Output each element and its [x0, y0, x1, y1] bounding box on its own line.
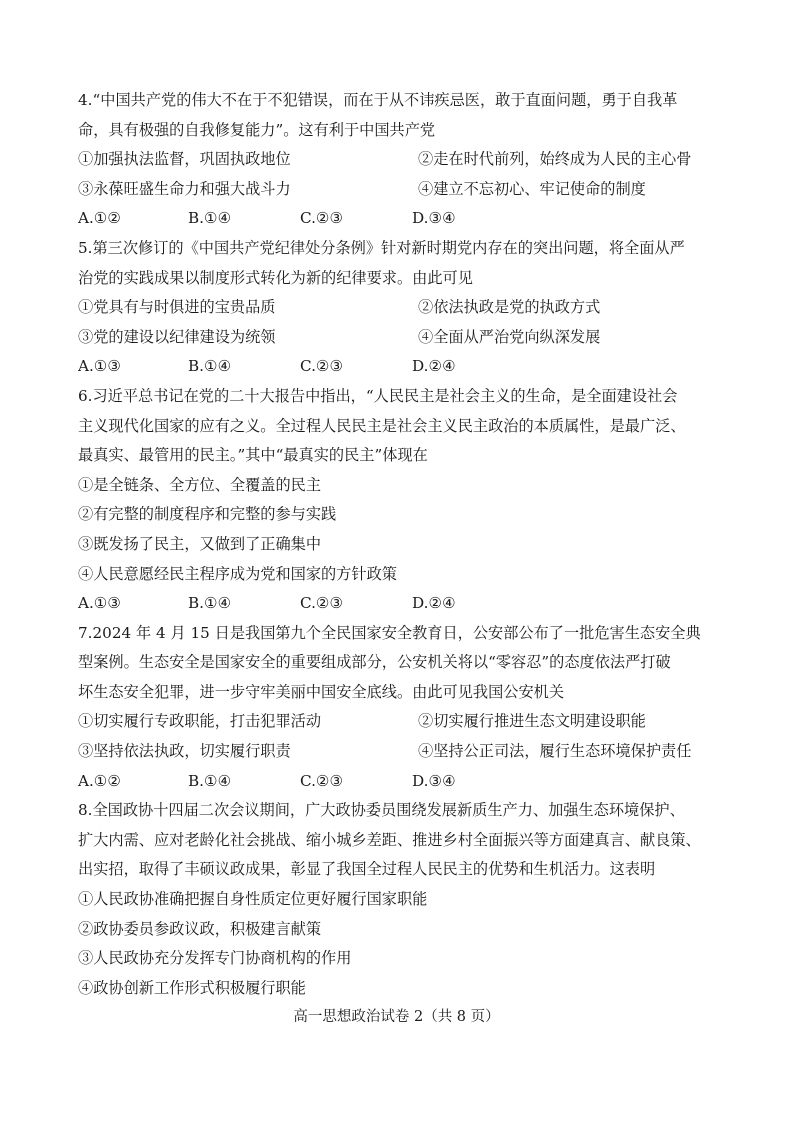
- question-6: [78, 382, 718, 619]
- option-1: ①切实履行专政职能，打击犯罪活动: [78, 712, 321, 731]
- question-4: [78, 86, 718, 234]
- option-4: ④坚持公正司法，履行生态环境保护责任: [418, 742, 692, 761]
- option-4: ④全面从严治党向纵深发展: [418, 327, 601, 346]
- option-row: [78, 737, 718, 767]
- option-row: [78, 145, 718, 175]
- answer-c: C.②③: [300, 357, 344, 376]
- question-stem-line: 扩大内需、应对老龄化社会挑战、缩小城乡差距、推进乡村全面振兴等方面建真言、献良策、: [78, 830, 701, 849]
- question-5: [78, 234, 718, 382]
- answer-c: C.②③: [300, 209, 344, 228]
- question-stem-line: 7.2024 年 4 月 15 日是我国第九个全民国家安全教育日，公安部公布了一批危害生态安全典: [78, 623, 701, 642]
- option-row: [78, 293, 718, 323]
- option-3: ③党的建设以纪律建设为统领: [78, 327, 276, 346]
- option-3: ③坚持依法执政，切实履行职责: [78, 742, 291, 761]
- option-2: ②政协委员参政议政，积极建言献策: [78, 919, 321, 938]
- answer-choices: [78, 589, 718, 619]
- answer-b: B.①④: [188, 209, 232, 228]
- answer-d: D.③④: [412, 209, 456, 228]
- answer-b: B.①④: [188, 771, 232, 790]
- option-2: ②有完整的制度程序和完整的参与实践: [78, 505, 337, 524]
- answer-c: C.②③: [300, 771, 344, 790]
- answer-b: B.①④: [188, 594, 232, 613]
- question-8: [78, 796, 718, 1003]
- question-stem-line: 型案例。生态安全是国家安全的重要组成部分，公安机关将以“零容忍”的态度依法严打破: [78, 653, 671, 672]
- question-stem-line: 6.习近平总书记在党的二十大报告中指出，“人民民主是社会主义的生命，是全面建设社会: [78, 386, 678, 405]
- option-row: [78, 707, 718, 737]
- option-3: ③人民政协充分发挥专门协商机构的作用: [78, 949, 352, 968]
- question-stem-line: 出实招，取得了丰硕议政成果，彰显了我国全过程人民民主的优势和生机活力。这表明: [78, 860, 656, 879]
- exam-page: [78, 86, 718, 1003]
- option-2: ②依法执政是党的执政方式: [418, 298, 601, 317]
- option-1: ①是全链条、全方位、全覆盖的民主: [78, 475, 321, 494]
- answer-d: D.②④: [412, 594, 456, 613]
- page-footer: 高一思想政治试卷 2（共 8 页）: [293, 1009, 500, 1025]
- option-4: ④建立不忘初心、牢记使命的制度: [418, 179, 646, 198]
- question-stem-line: 治党的实践成果以制度形式转化为新的纪律要求。由此可见: [78, 268, 473, 287]
- question-stem-line: 命，具有极强的自我修复能力”。这有利于中国共产党: [78, 120, 436, 139]
- answer-b: B.①④: [188, 357, 232, 376]
- question-stem-line: 8.全国政协十四届二次会议期间，广大政协委员围绕发展新质生产力、加强生态环境保护、: [78, 801, 685, 820]
- option-row: [78, 323, 718, 353]
- answer-a: A.①③: [78, 594, 122, 613]
- answer-c: C.②③: [300, 594, 344, 613]
- answer-a: A.①②: [78, 771, 122, 790]
- option-1: ①加强执法监督，巩固执政地位: [78, 150, 291, 169]
- answer-d: D.②④: [412, 357, 456, 376]
- option-1: ①人民政协准确把握自身性质定位更好履行国家职能: [78, 890, 428, 909]
- option-4: ④人民意愿经民主程序成为党和国家的方针政策: [78, 564, 397, 583]
- answer-d: D.③④: [412, 771, 456, 790]
- option-row: [78, 175, 718, 205]
- option-2: ②切实履行推进生态文明建设职能: [418, 712, 646, 731]
- answer-choices: [78, 767, 718, 797]
- answer-a: A.①②: [78, 209, 122, 228]
- question-stem-line: 4.“中国共产党的伟大不在于不犯错误，而在于从不讳疾忌医，敢于直面问题，勇于自我革: [78, 91, 678, 109]
- question-stem-line: 坏生态安全犯罪，进一步守牢美丽中国安全底线。由此可见我国公安机关: [78, 682, 564, 701]
- question-stem-line: 5.第三次修订的《中国共产党纪律处分条例》针对新时期党内存在的突出问题，将全面从严: [78, 238, 685, 257]
- question-stem-line: 主义现代化国家的应有之义。全过程人民民主是社会主义民主政治的本质属性，是最广泛、: [78, 416, 686, 435]
- option-1: ①党具有与时俱进的宝贵品质: [78, 298, 276, 317]
- question-stem-line: 最真实、最管用的民主。”其中“最真实的民主”体现在: [78, 446, 428, 465]
- option-3: ③永葆旺盛生命力和强大战斗力: [78, 179, 291, 198]
- option-2: ②走在时代前列，始终成为人民的主心骨: [418, 150, 692, 169]
- answer-a: A.①③: [78, 357, 122, 376]
- option-4: ④政协创新工作形式积极履行职能: [78, 978, 306, 997]
- option-3: ③既发扬了民主，又做到了正确集中: [78, 534, 321, 553]
- answer-choices: [78, 204, 718, 234]
- question-7: [78, 619, 718, 797]
- answer-choices: [78, 352, 718, 382]
